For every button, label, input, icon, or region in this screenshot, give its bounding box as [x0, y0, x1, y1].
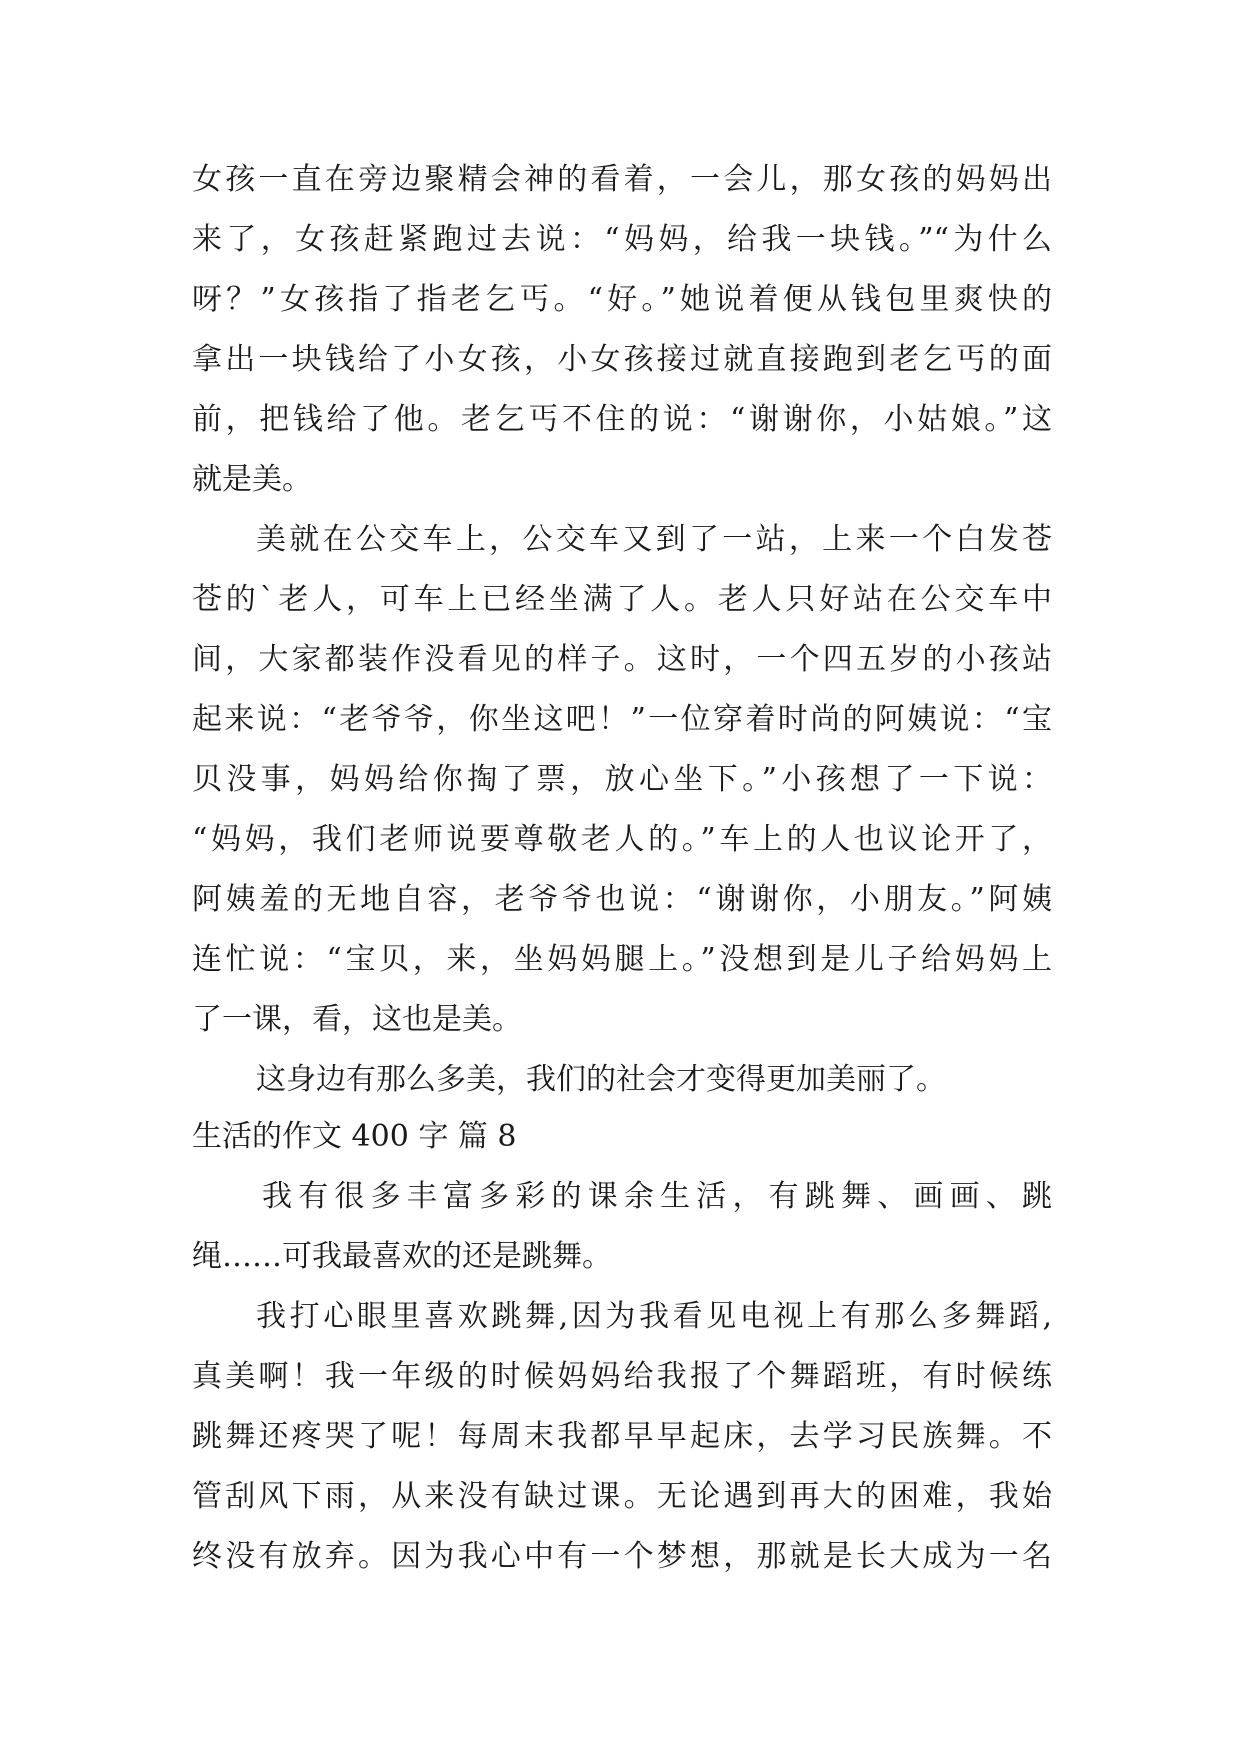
text-line: 前，把钱给了他。老乞丐不住的说：“谢谢你，小姑娘。”这: [192, 402, 1052, 437]
text-line: 我打心眼里喜欢跳舞,因为我看见电视上有那么多舞蹈,: [256, 1299, 1052, 1334]
text-line: 美就在公交车上，公交车又到了一站，上来一个白发苍: [256, 522, 1052, 557]
text-line: 跳舞还疼哭了呢！每周末我都早早起床，去学习民族舞。不: [192, 1419, 1052, 1454]
text-line: 苍的`老人，可车上已经坐满了人。老人只好站在公交车中: [192, 582, 1052, 617]
text-line: 贝没事，妈妈给你掏了票，放心坐下。”小孩想了一下说：: [192, 762, 1052, 797]
text-line: 我有很多丰富多彩的课余生活，有跳舞、画画、跳: [262, 1179, 1052, 1214]
text-line: 连忙说：“宝贝，来，坐妈妈腿上。”没想到是儿子给妈妈上: [192, 942, 1052, 977]
text-line: 管刮风下雨，从来没有缺过课。无论遇到再大的困难，我始: [192, 1479, 1052, 1514]
text-line: 来了，女孩赶紧跑过去说：“妈妈，给我一块钱。”“为什么: [192, 222, 1052, 257]
text-line: 女孩一直在旁边聚精会神的看着，一会儿，那女孩的妈妈出: [192, 162, 1052, 197]
text-line: 绳……可我最喜欢的还是跳舞。: [192, 1239, 612, 1274]
text-line: 呀？”女孩指了指老乞丐。“好。”她说着便从钱包里爽快的: [192, 282, 1052, 317]
text-line: 了一课，看，这也是美。: [192, 1002, 522, 1037]
section-heading: 生活的作文 400 字 篇 8: [192, 1119, 517, 1154]
text-line: 这身边有那么多美，我们的社会才变得更加美丽了。: [256, 1062, 946, 1097]
text-line: 拿出一块钱给了小女孩，小女孩接过就直接跑到老乞丐的面: [192, 342, 1052, 377]
text-line: 间，大家都装作没看见的样子。这时，一个四五岁的小孩站: [192, 642, 1052, 677]
text-line: 起来说：“老爷爷，你坐这吧！”一位穿着时尚的阿姨说：“宝: [192, 702, 1052, 737]
text-line: 阿姨羞的无地自容，老爷爷也说：“谢谢你，小朋友。”阿姨: [192, 882, 1052, 917]
text-line: 真美啊！我一年级的时候妈妈给我报了个舞蹈班，有时候练: [192, 1359, 1052, 1394]
text-line: 终没有放弃。因为我心中有一个梦想，那就是长大成为一名: [192, 1539, 1052, 1574]
text-line: 就是美。: [192, 462, 312, 497]
text-line: “妈妈，我们老师说要尊敬老人的。”车上的人也议论开了，: [192, 822, 1052, 857]
